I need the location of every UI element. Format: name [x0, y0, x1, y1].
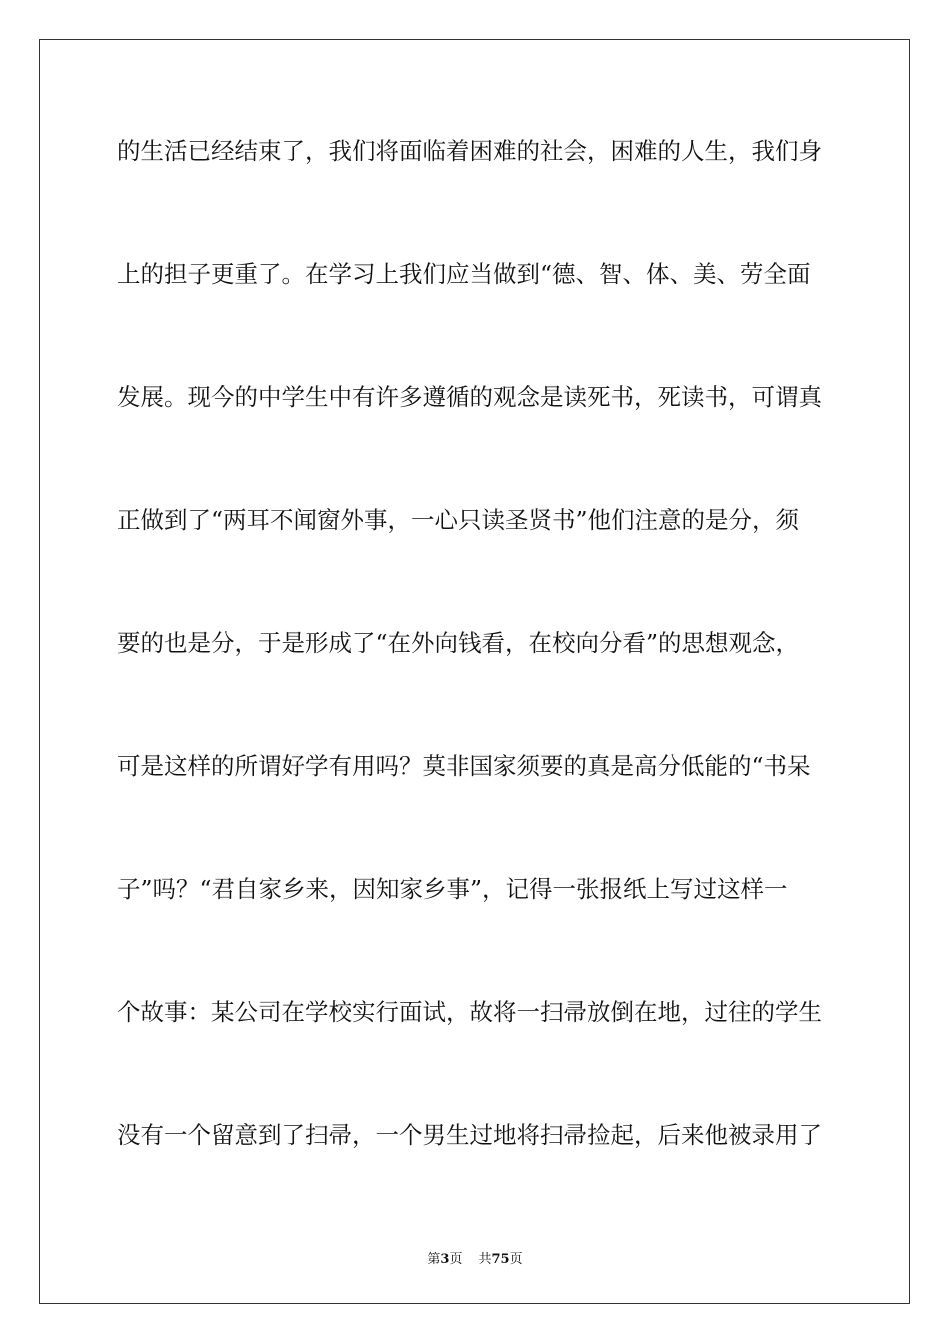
current-page-suffix: 页 — [449, 1252, 463, 1267]
text-line: 正做到了“两耳不闻窗外事，一心只读圣贤书”他们注意的是分，须 — [117, 506, 800, 534]
text-line: 上的担子更重了。在学习上我们应当做到“德、智、体、美、劳全面 — [117, 260, 811, 288]
total-pages-prefix: 共 — [478, 1252, 492, 1267]
total-pages-number: 75 — [491, 1252, 510, 1267]
current-page-number: 3 — [440, 1252, 450, 1267]
text-line: 个故事：某公司在学校实行面试，故将一扫帚放倒在地，过往的学生 — [117, 998, 822, 1026]
document-body — [117, 121, 837, 1228]
page-footer — [0, 1248, 950, 1267]
current-page-prefix: 第 — [427, 1252, 441, 1267]
text-line: 子”吗？“君自家乡来，因知家乡事”，记得一张报纸上写过这样一 — [117, 875, 788, 903]
text-line: 要的也是分，于是形成了“在外向钱看，在校向分看”的思想观念， — [117, 629, 800, 657]
text-line: 没有一个留意到了扫帚，一个男生过地将扫帚捡起，后来他被录用了 — [117, 1121, 822, 1149]
total-pages-suffix: 页 — [509, 1252, 523, 1267]
text-line: 发展。现今的中学生中有许多遵循的观念是读死书，死读书，可谓真 — [117, 383, 822, 411]
text-line: 可是这样的所谓好学有用吗？莫非国家须要的真是高分低能的“书呆 — [117, 752, 811, 780]
text-line: 的生活已经结束了，我们将面临着困难的社会，困难的人生，我们身 — [117, 137, 822, 165]
